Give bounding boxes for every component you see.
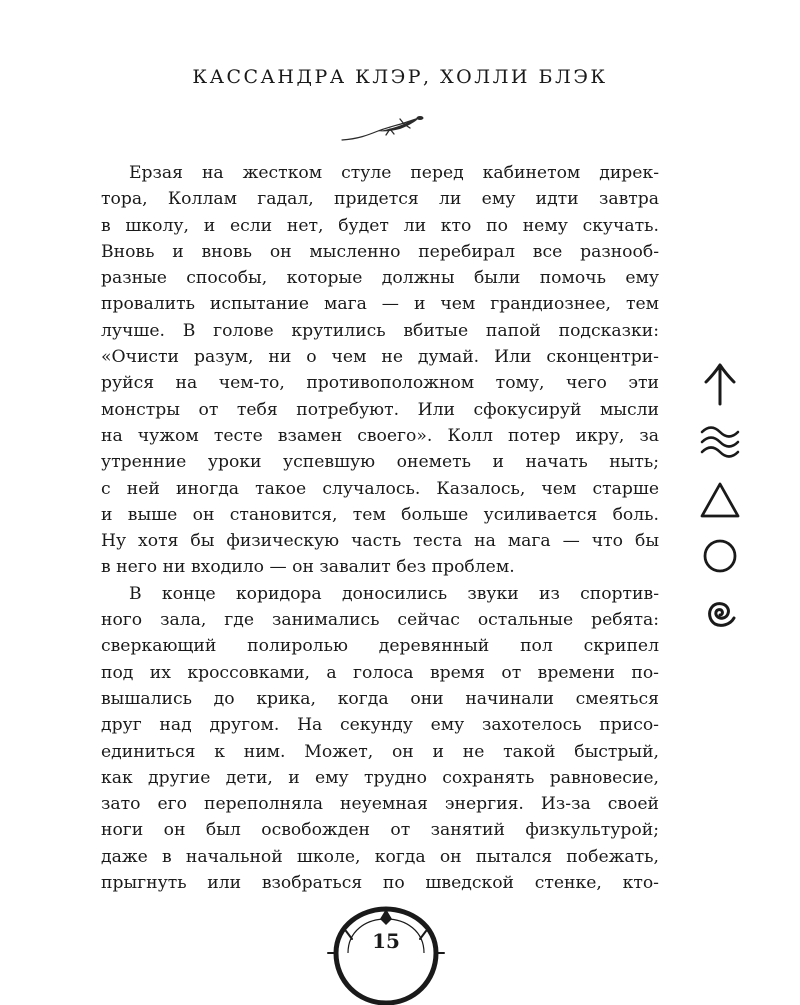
text-line: под их кроссовками, а голоса время от времени по- xyxy=(101,662,659,683)
text-line: единиться к ним. Может, он и не такой быстрый, xyxy=(101,741,659,762)
text-line: «Очисти разум, ни о чем не думай. Или сконцентри- xyxy=(101,347,659,368)
text-line: на чужом тесте взамен своего». Колл потер икру, за xyxy=(101,425,659,446)
text-line: тора, Коллам гадал, придется ли ему идти завтра xyxy=(101,189,659,210)
text-line: Вновь и вновь он мысленно перебирал все разнооб- xyxy=(101,241,659,262)
text-line: даже в начальной школе, когда он пытался побежать, xyxy=(101,846,659,867)
text-line: прыгнуть или взобраться по шведской стенке, кто- xyxy=(101,873,659,894)
spiral-icon xyxy=(696,590,744,638)
text-line: сверкающий полиролью деревянный пол скрипел xyxy=(101,636,659,657)
circle-icon xyxy=(696,532,744,580)
lizard-icon xyxy=(338,108,428,148)
text-line: зато его переполняла неуемная энергия. Из-за своей xyxy=(101,794,659,815)
text-line: руйся на чем-то, противоположном тому, чего эти xyxy=(101,373,659,394)
page-number: 15 xyxy=(372,929,400,953)
text-line: Ерзая на жестком стуле перед кабинетом дирек- xyxy=(129,163,659,183)
text-line: разные способы, которые должны были помочь ему xyxy=(101,268,659,289)
text-line: как другие дети, и ему трудно сохранять равновесие, xyxy=(101,767,659,788)
text-line: в школу, и если нет, будет ли кто по нему скучать. xyxy=(101,215,659,236)
up-arrow-icon xyxy=(696,360,744,408)
air-waves-icon xyxy=(696,418,744,466)
text-line: монстры от тебя потребуют. Или сфокусируй мысли xyxy=(101,399,659,420)
text-line: Ну хотя бы физическую часть теста на мага — что бы xyxy=(101,531,659,552)
text-line: с ней иногда такое случалось. Казалось, чем старше xyxy=(101,478,659,499)
running-head-authors: КАССАНДРА КЛЭР, ХОЛЛИ БЛЭК xyxy=(192,66,608,88)
text-line: провалить испытание мага — и чем грандиознее, тем xyxy=(101,294,659,315)
text-line: ноги он был освобожден от занятий физкультурой; xyxy=(101,820,659,841)
page-number-emblem xyxy=(322,905,450,1005)
text-line: лучше. В голове крутились вбитые папой подсказки: xyxy=(101,320,659,341)
text-line: в него ни входило — он завалит без проблем. xyxy=(101,557,515,578)
body-text xyxy=(101,160,659,896)
text-line: вышались до крика, когда они начинали смеяться xyxy=(101,688,659,709)
text-line: и выше он становится, тем больше усиливается боль. xyxy=(101,504,659,525)
text-line: утренние уроки успевшую онеметь и начать ныть; xyxy=(101,452,659,473)
text-line: В конце коридора доносились звуки из спортив- xyxy=(129,583,659,604)
text-line: друг над другом. На секунду ему захотелось присо- xyxy=(101,715,659,736)
text-line: ного зала, где занимались сейчас остальные ребята: xyxy=(101,610,659,631)
triangle-icon xyxy=(696,476,744,524)
